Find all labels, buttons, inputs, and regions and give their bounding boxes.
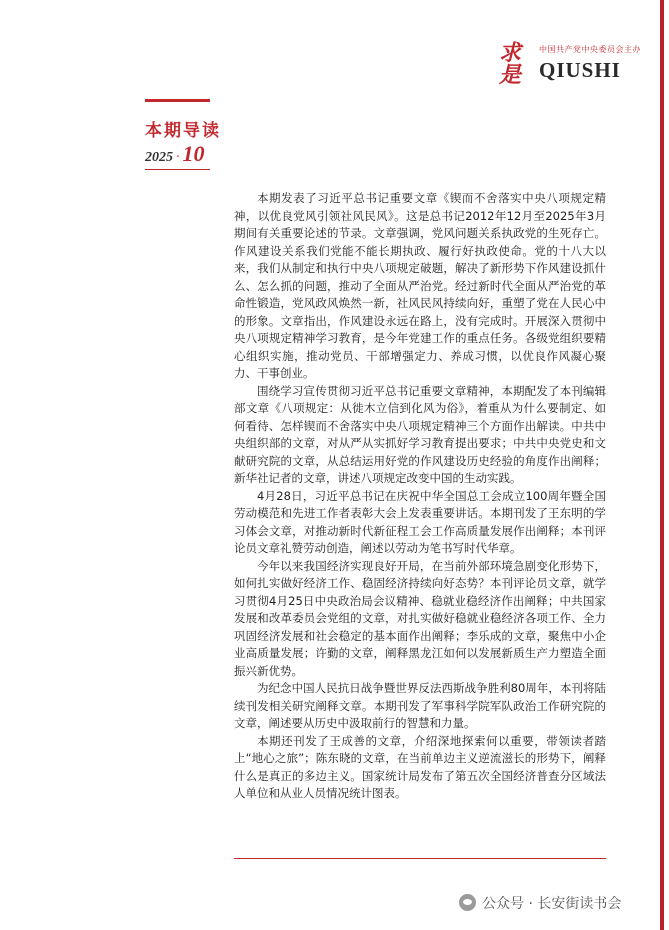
issue-separator: · [176,150,180,165]
paragraph: 今年以来我国经济实现良好开局，在当前外部环境急剧变化形势下，如何扎实做好经济工作、稳固经济持续向好态势？本刊评论员文章，就学习贯彻4月25日中央政治局会议精神、稳就业稳经济作出阐释；中共国家发展和改革委员会党组的文章，对扎实做好稳就业稳经济各项工作、全力巩固经济发展和社会稳定的基本面作出阐释；李乐成的文章，聚焦中小企业高质量发展；许勤的文章，阐释黑龙江如何以发展新质生产力塑造全面振兴新优势。 [234,558,606,678]
section-title: 本期导读 [145,121,221,141]
accent-rule-bottom [234,858,606,859]
watermark [459,893,621,913]
issue-num: 10 [182,141,205,166]
issue-year: 2025 [145,150,173,165]
masthead [499,42,639,88]
brand-name: QIUSHI [539,58,621,82]
paragraph: 本期还刊发了王成善的文章，介绍深地探索何以重要，带领读者踏上“地心之旅”；陈东晓的文章，在当前单边主义逆流滋长的形势下，阐释什么是真正的多边主义。国家统计局发布了第五次全国经济普查分区域法人单位和从业人员情况统计图表。 [234,733,606,800]
accent-rule-top [145,99,210,102]
paragraph: 为纪念中国人民抗日战争暨世界反法西斯战争胜利80周年，本刊将陆续刊发相关研究阐释文章。本期刊发了军事科学院军队政治工作研究院的文章，阐述要从历史中汲取前行的智慧和力量。 [234,681,606,730]
paragraph: 4月28日，习近平总书记在庆祝中华全国总工会成立100周年暨全国劳动模范和先进工作者表彰大会上发表重要讲话。本期刊发了王东明的学习体会文章，对推动新时代新征程工会工作高质量发展作出阐释；本刊评论员文章礼赞劳动创造，阐述以劳动为笔书写时代华章。 [234,488,606,555]
watermark-text: 公众号 · 长安街读书会 [482,896,622,912]
publisher-line: 中国共产党中央委员会主办 [539,45,641,54]
accent-rule-mid [145,169,210,170]
paragraph: 本期发表了习近平总书记重要文章《锲而不舍落实中央八项规定精神，以优良党风引领社风民风》。这是总书记2012年12月至2025年3月期间有关重要论述的节录。文章强调，党风问题关系执政党的生死存亡。作风建设关系我们党能不能长期执政、履行好执政使命。党的十八大以来，我们从制定和执行中央八项规定破题，解决了新形势下作风建设抓什么、怎么抓的问题，推动了全面从严治党。经过新时代全面从严治党的革命性锻造，党风政风焕然一新，社风民风持续向好，重塑了党在人民心中的形象。文章指出，作风建设永远在路上，没有完成时。开展深入贯彻中央八项规定精神学习教育，是今年党建工作的重点任务。各级党组织要精心组织实施，推动党员、干部增强定力、养成习惯，以优良作风凝心聚力、干事创业。 [234,191,606,380]
paragraph: 围绕学习宣传贯彻习近平总书记重要文章精神，本期配发了本刊编辑部文章《八项规定：从徙木立信到化风为俗》，着重从为什么要制定、如何看待、怎样锲而不舍落实中央八项规定精神三个方面作出解读。中共中央组织部的文章，对从严从实抓好学习教育提出要求；中共中央党史和文献研究院的文章，从总结运用好党的作风建设历史经验的角度作出阐释；新华社记者的文章，讲述八项规定改变中国的生动实践。 [234,383,606,485]
article-body [234,190,606,803]
qiushi-logo-calligraphy: 求是 [499,40,522,88]
issue-number [145,141,205,167]
wechat-icon [459,894,476,911]
